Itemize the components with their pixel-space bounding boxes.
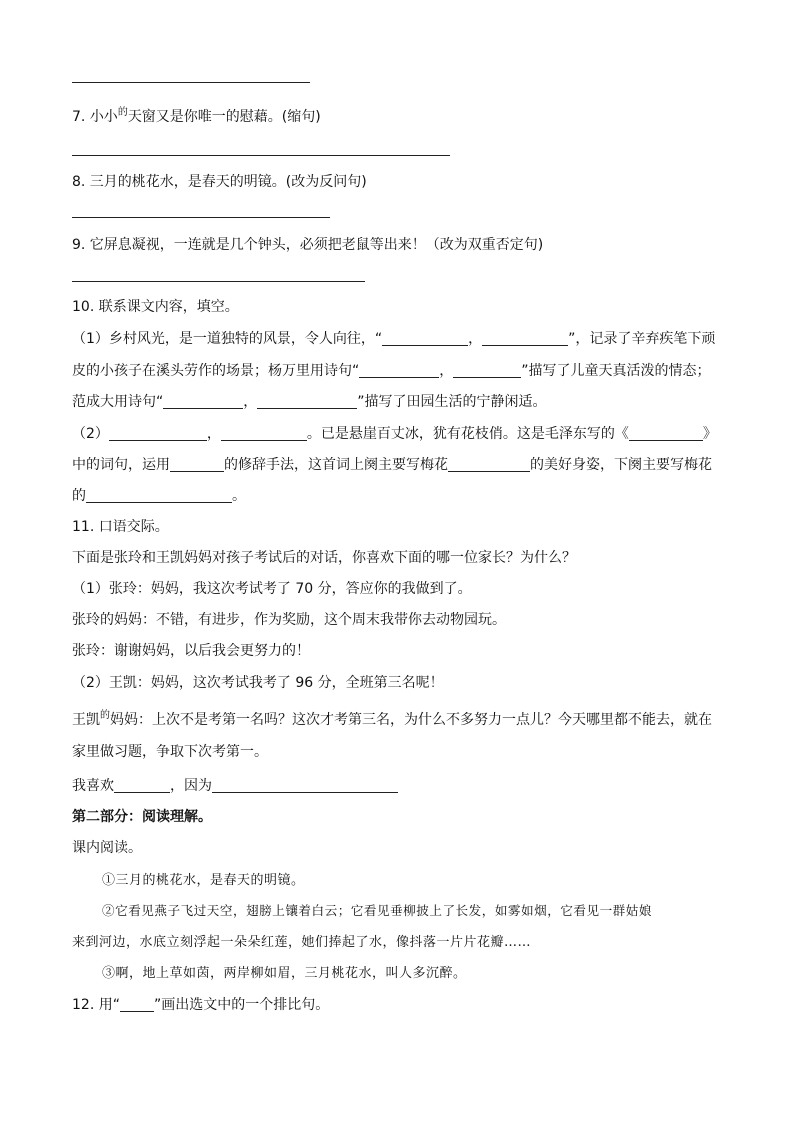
- q7-text-post: 天窗又是你唯一的慰藉。(缩句): [127, 109, 321, 125]
- blank-q10-7[interactable]: [109, 426, 207, 441]
- blank-q11-choice[interactable]: [114, 778, 170, 793]
- blank-q11-reason[interactable]: [212, 778, 398, 793]
- question-11-title: 11. 口语交际。: [72, 519, 169, 535]
- question-7: [72, 106, 321, 126]
- blank-q10-8[interactable]: [221, 426, 307, 441]
- part2-heading: 第二部分：阅读理解。: [72, 809, 212, 825]
- q7-text-pre: 小小: [89, 109, 118, 125]
- blank-q12-mark: [120, 997, 154, 1012]
- blank-q10-11[interactable]: [448, 457, 530, 472]
- q7-superscript: 的: [117, 107, 128, 118]
- q11-answer-line: 我喜欢 ，因为: [72, 775, 398, 795]
- q10-part1-line3: 范成大用诗句“ ， ”描写了田园生活的宁静闲适。: [72, 394, 547, 410]
- q11-dialog-5: 王凯$^的$妈妈：上次不是考第一名吗？这次才考第三名，为什么不多努力一点儿？今天哪里都不能去，就在: [72, 710, 712, 728]
- question-9: 9. 它屏息凝视，一连就是几个钟头，必须把老鼠等出来！（改为双重否定句): [72, 237, 544, 253]
- blank-q10-6[interactable]: [257, 394, 357, 409]
- q7-number: 7.: [72, 109, 86, 125]
- q10-part2-line2: 中的词句，运用 的修辞手法，这首词上阕主要写梅花 的美好身姿，下阕主要写梅花: [72, 457, 712, 473]
- part2-subheading: 课内阅读。: [72, 840, 142, 856]
- q11-dialog-4: （2）王凯：妈妈，这次考试我考了 96 分，全班第三名呢！: [72, 675, 444, 691]
- question-8: 8. 三月的桃花水，是春天的明镜。(改为反问句): [72, 174, 367, 190]
- blank-q10-5[interactable]: [163, 394, 243, 409]
- question-10-title: 10. 联系课文内容，填空。: [72, 299, 239, 315]
- answer-line-q9: [72, 281, 365, 282]
- answer-line-q7: [72, 155, 450, 156]
- q11-dialog-3: 张玲：谢谢妈妈，以后我会更努力的！: [72, 643, 310, 659]
- answer-line-q8: [72, 217, 330, 218]
- answer-line-q6: [72, 82, 310, 83]
- q10-part1-line2: 皮的小孩子在溪头劳作的场景；杨万里用诗句“ ， ”描写了儿童天真活泼的情态；: [72, 363, 711, 379]
- q10-part2-line3: 的 。: [72, 488, 246, 504]
- q11-dialog-6: 家里做习题，争取下次考第一。: [72, 744, 268, 760]
- q11-intro: 下面是张玲和王凯妈妈对孩子考试后的对话，你喜欢下面的哪一位家长？为什么？: [72, 550, 576, 566]
- q10-part1-line1: （1）乡村风光，是一道独特的风景，令人向往，“ ， ”，记录了辛弃疾笔下顽: [72, 331, 716, 347]
- blank-q10-12[interactable]: [86, 488, 232, 503]
- blank-q10-2[interactable]: [482, 331, 568, 346]
- q11-dialog-1: （1）张玲：妈妈，我这次考试考了 70 分，答应你的我做到了。: [72, 581, 472, 597]
- passage-para-2-line-1: ②它看见燕子飞过天空，翅膀上镶着白云；它看见垂柳披上了长发，如雾如烟，它看见一群姑娘: [102, 903, 652, 918]
- blank-q10-1[interactable]: [382, 331, 468, 346]
- blank-q10-3[interactable]: [359, 363, 439, 378]
- q10-part2-line1: （2） ， 。已是悬崖百丈冰，犹有花枝俏。这是毛泽东写的《 》: [72, 426, 717, 442]
- q11-dialog-2: 张玲的妈妈：不错，有进步，作为奖励，这个周末我带你去动物园玩。: [72, 612, 506, 628]
- blank-q10-4[interactable]: [453, 363, 521, 378]
- question-12: 12. 用“ ”画出选文中的一个排比句。: [72, 997, 330, 1013]
- blank-q10-10[interactable]: [170, 457, 224, 472]
- blank-q10-9[interactable]: [629, 426, 703, 441]
- passage-para-3: ③啊，地上草如茵，两岸柳如眉，三月桃花水，叫人多沉醉。: [102, 966, 467, 981]
- passage-para-2-line-2: 来到河边，水底立刻浮起一朵朵红莲，她们捧起了水，像抖落一片片花瓣……: [72, 935, 532, 950]
- passage-para-1: ①三月的桃花水，是春天的明镜。: [102, 873, 305, 888]
